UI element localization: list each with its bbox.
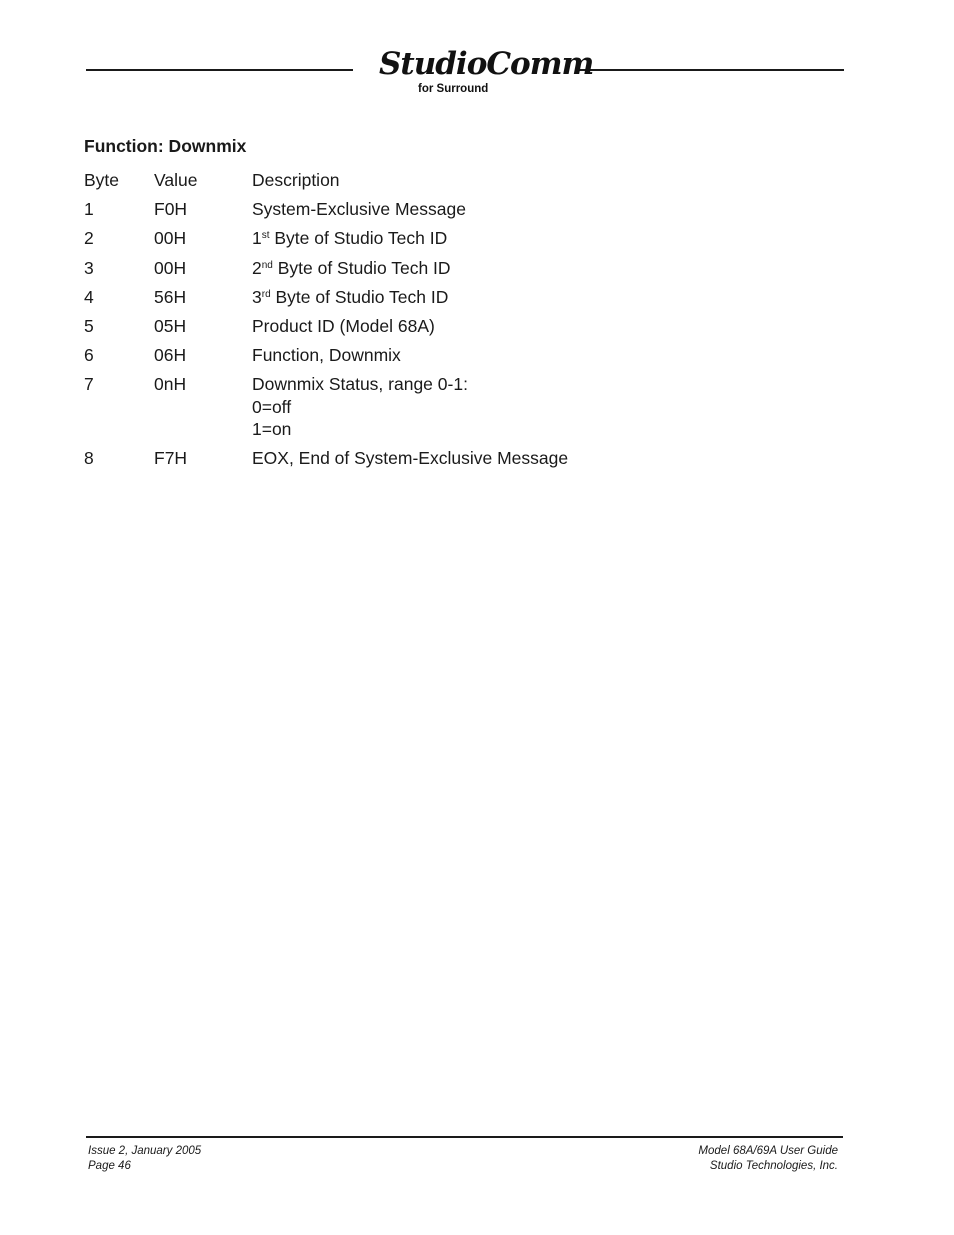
description-text: Byte of Studio Tech ID [272, 258, 451, 278]
value-cell: F7H [154, 448, 188, 468]
byte-cell: 3 [84, 258, 94, 278]
ordinal-suffix: st [261, 230, 270, 241]
byte-cell: 1 [84, 199, 94, 219]
ordinal-suffix: nd [261, 260, 273, 271]
value-cell: 00H [154, 258, 187, 278]
issue-date: Issue 2, January 2005 [88, 1145, 202, 1157]
byte-cell: 8 [84, 448, 94, 468]
column-header-value: Value [154, 170, 198, 190]
byte-cell: 7 [84, 374, 94, 394]
header-rule-left [86, 69, 353, 71]
byte-cell: 6 [84, 345, 94, 365]
value-cell: 05H [154, 316, 187, 336]
byte-cell: 4 [84, 287, 94, 307]
description-text: Byte of Studio Tech ID [269, 228, 448, 248]
value-cell: 06H [154, 345, 187, 365]
footer-rule [86, 1136, 843, 1138]
logo-subtitle: for Surround [418, 83, 489, 95]
description-cell: Function, Downmix [252, 345, 401, 365]
column-header-description: Description [252, 170, 340, 190]
byte-cell: 5 [84, 316, 94, 336]
company-name: Studio Technologies, Inc. [709, 1160, 838, 1172]
description-cell: EOX, End of System-Exclusive Message [252, 448, 569, 468]
description-cell [252, 228, 447, 249]
description-line: 1=on [252, 419, 292, 439]
value-cell: 56H [154, 287, 187, 307]
guide-title: Model 68A/69A User Guide [698, 1145, 838, 1157]
footer-left [88, 1144, 201, 1174]
ordinal-number: 2 [252, 258, 262, 278]
column-header-byte: Byte [84, 170, 120, 190]
value-cell: 0nH [154, 374, 187, 394]
description-line: 0=off [252, 396, 292, 417]
description-cell [252, 258, 451, 279]
section-title: Function: Downmix [84, 136, 247, 156]
page-number: Page 46 [88, 1160, 131, 1172]
byte-cell: 2 [84, 228, 94, 248]
footer-right [698, 1144, 838, 1174]
description-cell: System-Exclusive Message [252, 199, 466, 219]
logo-wordmark: StudioComm [379, 46, 594, 82]
ordinal-number: 3 [252, 287, 262, 307]
value-cell: F0H [154, 199, 188, 219]
description-cell [252, 374, 468, 442]
ordinal-suffix: rd [261, 289, 271, 300]
description-text: Byte of Studio Tech ID [270, 287, 449, 307]
header-rule-right [578, 69, 844, 71]
value-cell: 00H [154, 228, 187, 248]
ordinal-number: 1 [252, 228, 262, 248]
description-cell [252, 287, 448, 308]
description-line: Downmix Status, range 0-1: [252, 374, 468, 394]
description-cell: Product ID (Model 68A) [252, 316, 435, 336]
studiocomm-logo [376, 46, 594, 98]
